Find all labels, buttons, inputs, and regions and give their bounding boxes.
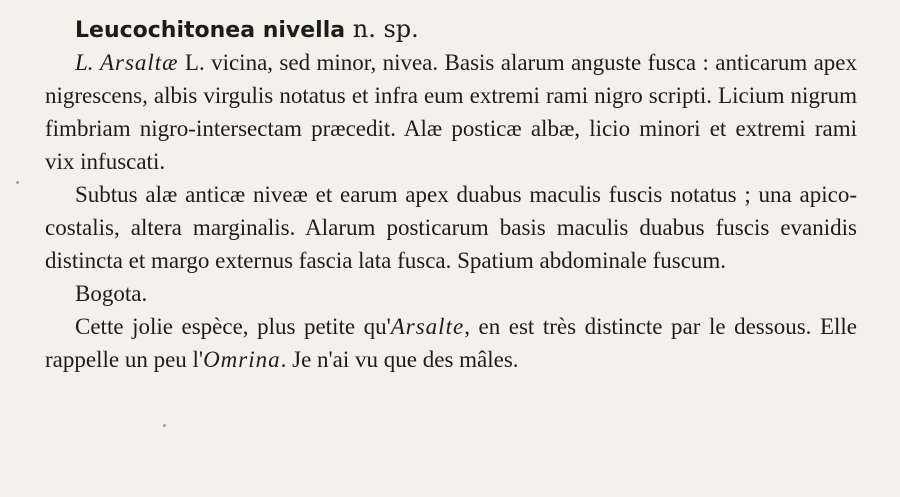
latin-description-body: L. vicina, sed minor, nivea. Basis alarum anguste fusca : anticarum apex nigrescens, albis virgulis notatus et infra eum extremi rami nigro scripti. Licium nigrum fimbriam nigro-intersectam præcedit. Alæ posticæ albæ, licio minori et extremi rami vix infuscati. [45,50,858,174]
omrina-name: Omrina [203,347,281,372]
french-remark-part-1: Cette jolie espèce, plus petite qu' [75,314,391,339]
paper-speck [16,181,19,184]
species-heading [75,14,419,46]
locality-line [45,277,857,310]
description-text [45,46,857,376]
comparison-species-name: Arsaltæ [99,50,179,75]
french-remark-part-3: . Je n'ai vu que des mâles. [280,347,519,372]
latin-description-paragraph [45,46,857,178]
french-remark-part-2: , en est très distincte par le dessous. Elle rappelle un peu l' [45,314,857,372]
locality-name: Bogota. [75,281,148,306]
french-remark-paragraph [45,310,857,376]
species-name: Leucochitonea nivella [75,18,346,43]
underside-description-body: Subtus alæ anticæ niveæ et earum apex duabus maculis fuscis notatus ; una apico-costalis, altera marginalis. Alarum posticarum basis maculis duabus fuscis evanidis distincta et margo externus fascia lata fusca. Spatium abdominale fuscum. [45,182,857,273]
arsalte-name: Arsalte [390,314,465,339]
new-species-marker: n. sp. [352,15,419,43]
genus-abbreviation: L. [75,50,94,75]
underside-description-paragraph [45,178,857,277]
paper-speck [163,424,166,427]
